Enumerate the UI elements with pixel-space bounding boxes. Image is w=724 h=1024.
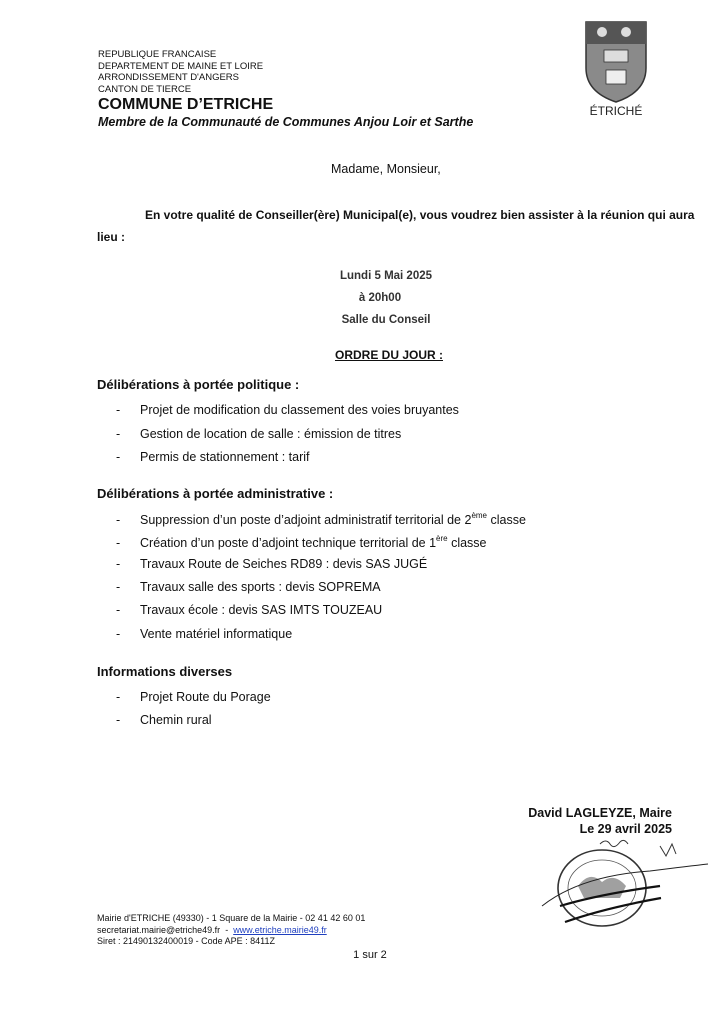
list-item: - Suppression d’un poste d’adjoint administratif territorial de 2ème classe: [116, 511, 526, 527]
list-item: - Gestion de location de salle : émission de titres: [116, 427, 402, 441]
official-stamp-and-signature: [540, 836, 710, 936]
ordre-du-jour-heading: ORDRE DU JOUR :: [334, 348, 443, 362]
footer-website-link[interactable]: www.etriche.mairie49.fr: [233, 924, 327, 935]
header-admin-lines: [98, 49, 263, 95]
meeting-place: Salle du Conseil: [341, 314, 431, 326]
crest-label: ÉTRICHÉ: [589, 104, 643, 118]
signatory-name: David LAGLEYZE, Maire: [528, 806, 672, 820]
section-title-administrative: Délibérations à portée administrative :: [97, 486, 334, 501]
crest-shield-icon: [580, 18, 652, 104]
membre-subtitle: Membre de la Communauté de Communes Anjou Loir et Sarthe: [98, 115, 474, 129]
header-line: CANTON DE TIERCE: [98, 83, 192, 95]
commune-title: COMMUNE D’ETRICHE: [98, 96, 274, 113]
header-line: ARRONDISSEMENT D'ANGERS: [98, 72, 239, 83]
footer-contact: [97, 913, 365, 948]
town-crest-logo: [580, 18, 652, 118]
list-item: - Chemin rural: [116, 713, 212, 727]
list-item: - Création d’un poste d’adjoint technique territorial de 1ère classe: [116, 534, 487, 550]
list-item: - Permis de stationnement : tarif: [116, 450, 310, 464]
intro-paragraph: En votre qualité de Conseiller(ère) Municipal(e), vous voudrez bien assister à la réunion qui aura lieu :: [97, 208, 695, 244]
greeting: Madame, Monsieur,: [331, 162, 441, 176]
meeting-date: Lundi 5 Mai 2025: [339, 270, 433, 282]
footer-contact-line: secretariat.mairie@etriche49.fr - www.etriche.mairie49.fr: [97, 924, 327, 935]
stamp-signature-icon: [540, 836, 710, 936]
page-number: 1 sur 2: [353, 949, 387, 961]
footer-email: secretariat.mairie@etriche49.fr: [97, 924, 221, 935]
section-title-politique: Délibérations à portée politique :: [97, 377, 300, 392]
list-item: - Travaux école : devis SAS IMTS TOUZEAU: [116, 603, 383, 617]
signature-date: Le 29 avril 2025: [579, 822, 672, 836]
header-line: DEPARTEMENT DE MAINE ET LOIRE: [98, 60, 264, 72]
footer-siret: Siret : 21490132400019 - Code APE : 8411Z: [97, 936, 275, 946]
list-item: - Projet Route du Porage: [116, 690, 271, 704]
footer-address: Mairie d'ETRICHE (49330) - 1 Square de la Mairie - 02 41 42 60 01: [97, 913, 366, 923]
list-item: - Travaux salle des sports : devis SOPREMA: [116, 580, 381, 594]
section-title-diverses: Informations diverses: [97, 664, 233, 679]
list-item: - Travaux Route de Seiches RD89 : devis SAS JUGÉ: [116, 557, 428, 571]
meeting-time: à 20h00: [358, 292, 402, 304]
list-item: - Projet de modification du classement des voies bruyantes: [116, 403, 459, 417]
list-item: - Vente matériel informatique: [116, 627, 293, 641]
header-line: REPUBLIQUE FRANCAISE: [98, 49, 217, 60]
